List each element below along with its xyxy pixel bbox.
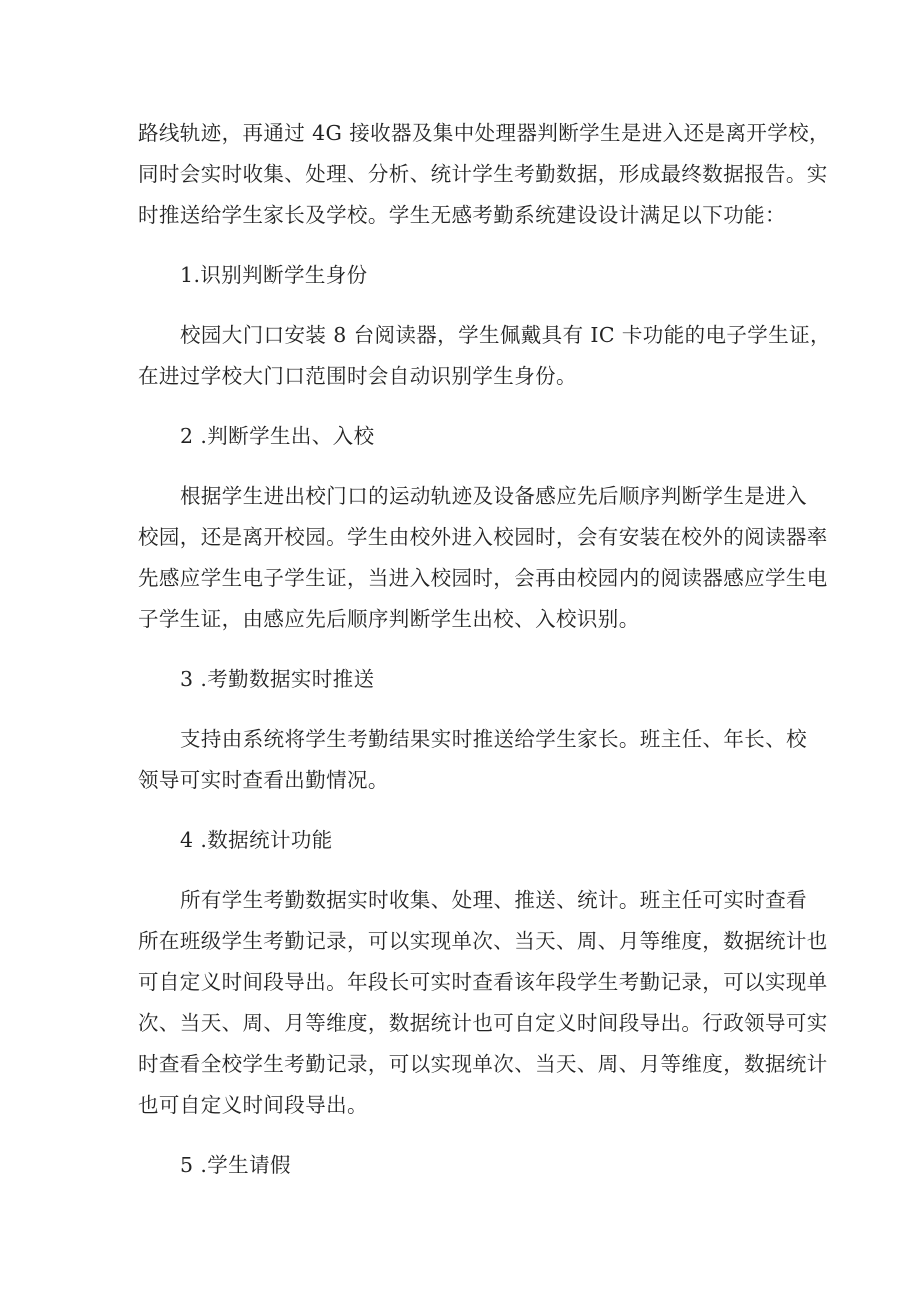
paragraph-line: 支持由系统将学生考勤结果实时推送给学生家长。班主任、年长、校 [180,727,807,751]
section-heading: 1.识别判断学生身份 [180,263,368,287]
paragraph-line: 在进过学校大门口范围时会自动识别学生身份。 [138,364,577,388]
paragraph-line: 所有学生考勤数据实时收集、处理、推送、统计。班主任可实时查看 [180,888,807,912]
paragraph-line: 路线轨迹，再通过 4G 接收器及集中处理器判断学生是进入还是离开学校， [138,121,830,145]
paragraph-line: 校园，还是离开校园。学生由校外进入校园时，会有安装在校外的阅读器率 [138,525,828,549]
paragraph-line: 领导可实时查看出勤情况。 [138,768,389,792]
paragraph-line: 也可自定义时间段导出。 [138,1093,368,1117]
section-heading: 2 .判断学生出、入校 [180,424,375,448]
paragraph-line: 根据学生进出校门口的运动轨迹及设备感应先后顺序判断学生是进入 [180,484,807,508]
paragraph-line: 先感应学生电子学生证，当进入校园时，会再由校园内的阅读器感应学生电 [138,566,828,590]
paragraph-line: 时查看全校学生考勤记录，可以实现单次、当天、周、月等维度，数据统计 [138,1052,828,1076]
section-heading: 5 .学生请假 [180,1153,291,1177]
document-body [138,113,831,1186]
paragraph-line: 次、当天、周、月等维度，数据统计也可自定义时间段导出。行政领导可实 [138,1011,828,1035]
paragraph-line: 时推送给学生家长及学校。学生无感考勤系统建设设计满足以下功能： [138,203,786,227]
paragraph-line: 所在班级学生考勤记录，可以实现单次、当天、周、月等维度，数据统计也 [138,929,828,953]
paragraph-line: 子学生证，由感应先后顺序判断学生出校、入校识别。 [138,607,640,631]
paragraph-line: 校园大门口安装 8 台阅读器，学生佩戴具有 IC 卡功能的电子学生证， [180,323,831,347]
paragraph-line: 可自定义时间段导出。年段长可实时查看该年段学生考勤记录，可以实现单 [138,970,828,994]
section-heading: 4 .数据统计功能 [180,828,333,852]
paragraph-line: 同时会实时收集、处理、分析、统计学生考勤数据，形成最终数据报告。实 [138,162,828,186]
section-heading: 3 .考勤数据实时推送 [180,667,375,691]
